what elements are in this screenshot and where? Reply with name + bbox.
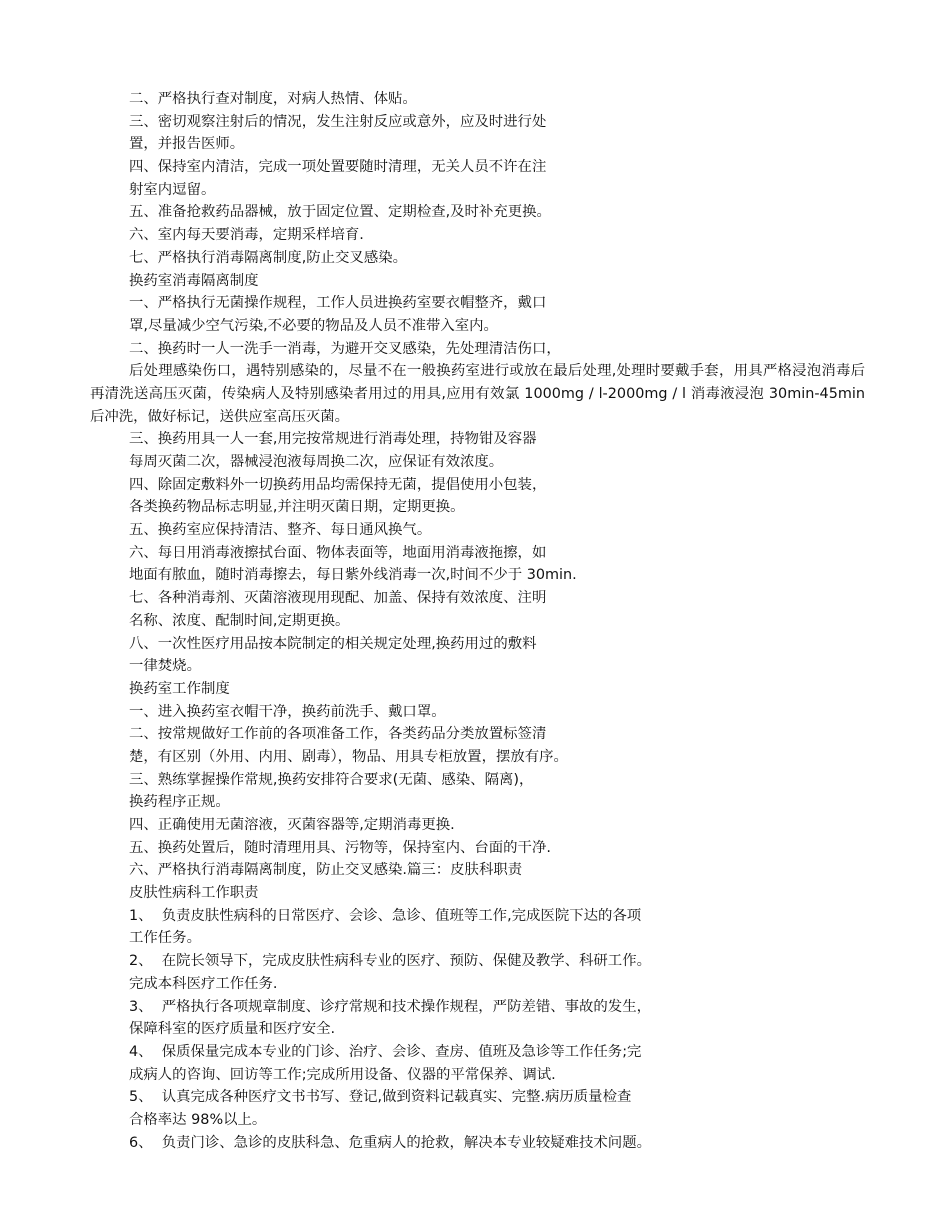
text-line: 三、熟练掌握操作常规,换药安排符合要求(无菌、感染、隔离)， xyxy=(129,771,534,788)
text-line: 罩,尽量减少空气污染,不必要的物品及人员不准带入室内。 xyxy=(129,317,498,334)
text-line: 名称、浓度、配制时间,定期更换。 xyxy=(129,612,350,629)
text-line: 2、 在院长领导下，完成皮肤性病科专业的医疗、预防、保健及教学、科研工作。 xyxy=(129,953,651,970)
text-line: 二、严格执行查对制度，对病人热情、体贴。 xyxy=(129,91,417,107)
text-line: 一、进入换药室衣帽干净，换药前洗手、戴口罩。 xyxy=(129,703,446,720)
text-line: 四、保持室内清洁，完成一项处置要随时清理，无关人员不许在注 xyxy=(129,159,547,176)
text-line: 六、室内每天要消毒，定期采样培育. xyxy=(129,227,364,244)
text-line: 六、每日用消毒液擦拭台面、物体表面等，地面用消毒液拖擦，如 xyxy=(129,544,547,561)
text-line: 二、按常规做好工作前的各项准备工作，各类药品分类放置标签清 xyxy=(129,726,547,743)
text-line: 换药室消毒隔离制度 xyxy=(129,272,259,289)
text-line: 皮肤性病科工作职责 xyxy=(129,885,259,902)
text-line: 换药程序正规。 xyxy=(129,794,230,811)
text-line: 每周灭菌二次，器械浸泡液每周换二次，应保证有效浓度。 xyxy=(129,454,504,471)
text-line: 合格率达 98%以上。 xyxy=(129,1111,267,1128)
text-line: 射室内逗留。 xyxy=(129,181,216,198)
text-line: 二、换药时一人一洗手一消毒，为避开交叉感染，先处理清洁伤口， xyxy=(129,340,561,357)
text-line: 6、 负责门诊、急诊的皮肤科急、危重病人的抢救，解决本专业较疑难技术问题。 xyxy=(129,1134,651,1151)
text-line: 四、正确使用无菌溶液，灭菌容器等,定期消毒更换. xyxy=(129,817,455,834)
text-line: 八、一次性医疗用品按本院制定的相关规定处理,换药用过的敷料 xyxy=(129,635,537,652)
text-line: 3、 严格执行各项规章制度、诊疗常规和技术操作规程，严防差错、事故的发生， xyxy=(129,998,651,1015)
text-line: 一律焚烧。 xyxy=(129,658,201,675)
text-line: 地面有脓血，随时消毒擦去，每日紫外线消毒一次,时间不少于 30min. xyxy=(129,567,577,584)
text-line: 一、严格执行无菌操作规程，工作人员进换药室要衣帽整齐，戴口 xyxy=(129,295,547,312)
text-line: 工作任务。 xyxy=(129,930,201,947)
text-line: 七、各种消毒剂、灭菌溶液现用现配、加盖、保持有效浓度、注明 xyxy=(129,590,547,607)
text-line: 1、 负责皮肤性病科的日常医疗、会诊、急诊、值班等工作,完成医院下达的各项 xyxy=(129,907,642,924)
text-line: 保障科室的医疗质量和医疗安全. xyxy=(129,1021,336,1038)
text-line: 完成本科医疗工作任务. xyxy=(129,975,278,992)
text-line: 三、密切观察注射后的情况，发生注射反应或意外，应及时进行处 xyxy=(129,113,547,130)
text-line: 后处理感染伤口，遇特别感染的，尽量不在一般换药室进行或放在最后处理,处理时要戴手套，用具严格浸泡消毒后再清洗送高压灭菌，传染病人及特别感染者用过的用具,应用有效氯 1000mg / l-2000mg / l 消毒液浸泡 30min-45min 后冲洗，做好标记，送供应室高压灭菌。 xyxy=(90,363,865,425)
text-line: 5、 认真完成各种医疗文书书写、登记,做到资料记载真实、完整.病历质量检查 xyxy=(129,1089,632,1106)
text-line: 置，并报告医师。 xyxy=(129,136,245,153)
text-line: 四、除固定敷料外一切换药用品均需保持无菌，提倡使用小包装， xyxy=(129,476,547,493)
text-line: 换药室工作制度 xyxy=(129,680,230,697)
text-line: 4、 保质保量完成本专业的门诊、治疗、会诊、查房、值班及急诊等工作任务;完 xyxy=(129,1043,642,1060)
text-line: 楚，有区别（外用、内用、剧毒），物品、用具专柜放置，摆放有序。 xyxy=(129,748,568,765)
text-line: 五、准备抢救药品器械，放于固定位置、定期检查,及时补充更换。 xyxy=(129,204,551,221)
text-line: 各类换药物品标志明显,并注明灭菌日期，定期更换。 xyxy=(129,499,465,516)
text-line: 成病人的咨询、回访等工作;完成所用设备、仪器的平常保养、调试. xyxy=(129,1066,556,1083)
text-line: 七、严格执行消毒隔离制度,防止交叉感染。 xyxy=(129,249,407,266)
text-line: 六、严格执行消毒隔离制度，防止交叉感染.篇三：皮肤科职责 xyxy=(129,862,523,879)
text-line: 五、换药室应保持清洁、整齐、每日通风换气。 xyxy=(129,522,432,539)
text-line: 五、换药处置后，随时清理用具、污物等，保持室内、台面的干净. xyxy=(129,839,551,856)
document-body xyxy=(90,88,865,1154)
text-line: 三、换药用具一人一套,用完按常规进行消毒处理，持物钳及容器 xyxy=(129,431,537,448)
